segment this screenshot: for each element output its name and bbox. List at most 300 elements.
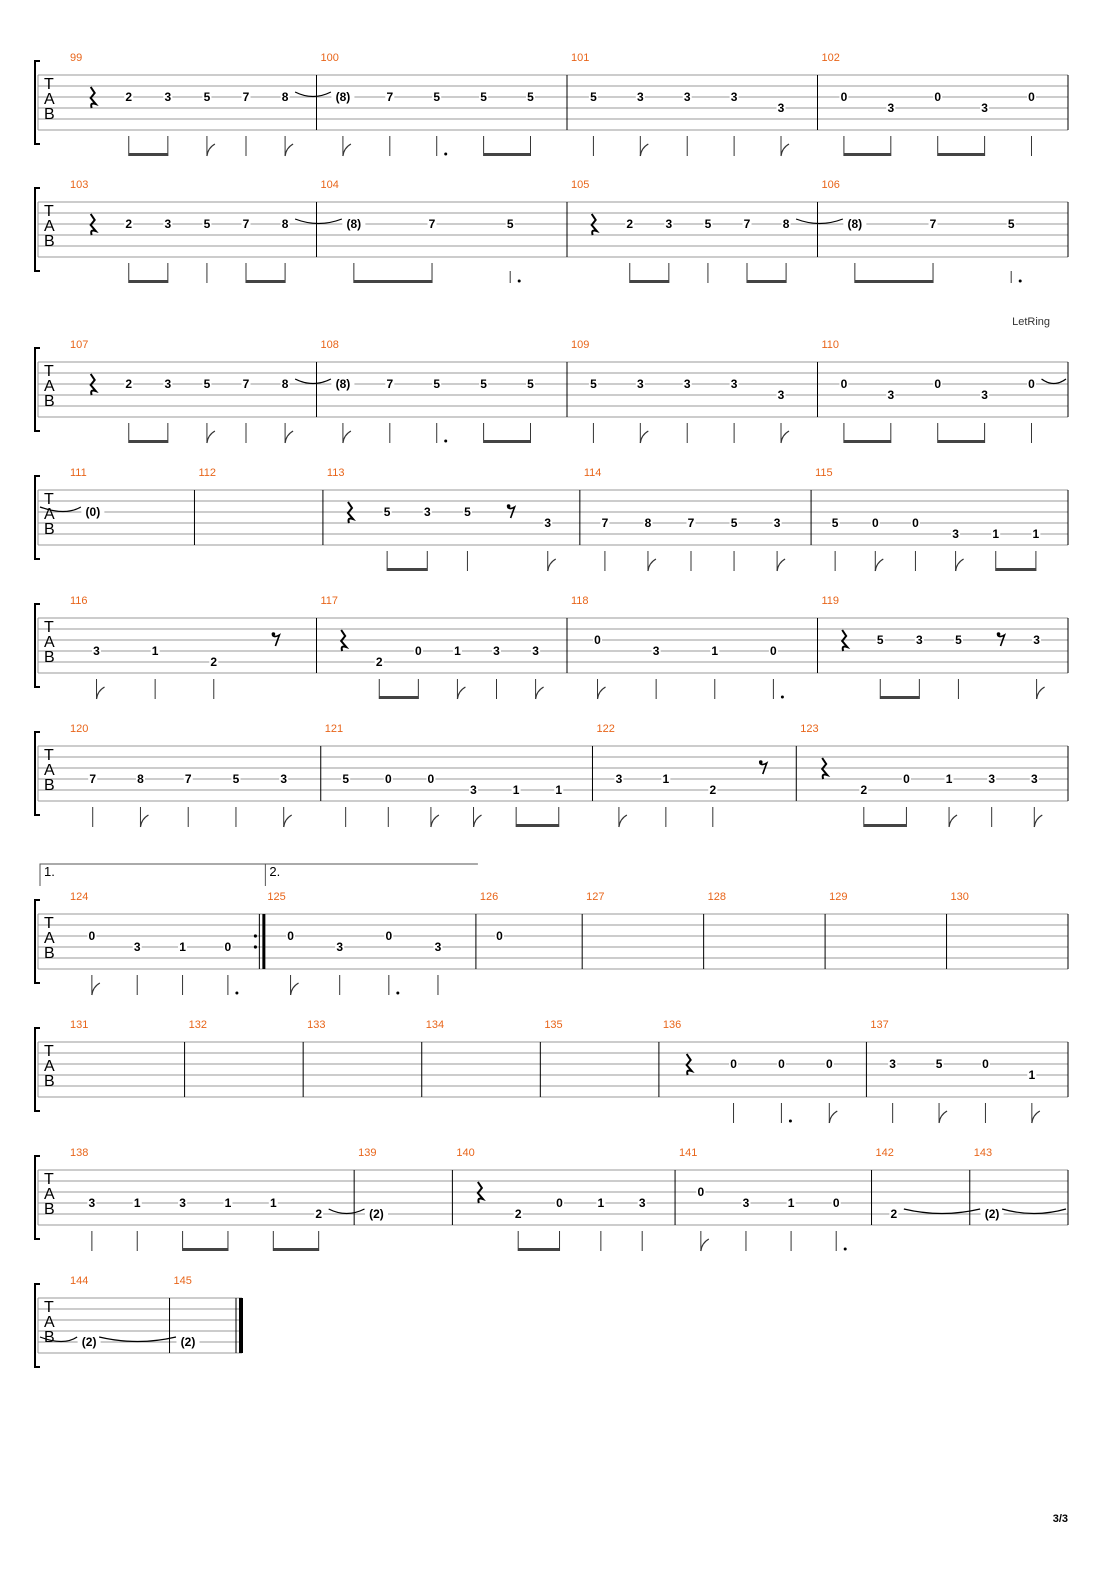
eighth-flag — [97, 687, 105, 699]
measure-number: 107 — [70, 339, 89, 351]
fret-number: 0 — [770, 644, 777, 658]
eighth-flag — [648, 559, 656, 571]
measure — [70, 1019, 185, 1097]
fret-number: 7 — [687, 516, 695, 530]
fret-number: 3 — [93, 644, 100, 658]
fret-number: 2 — [125, 377, 133, 391]
measure-number: 102 — [821, 52, 840, 64]
fret-number: 5 — [506, 217, 514, 231]
fret-number: 3 — [423, 505, 431, 519]
fret-number: 7 — [89, 772, 97, 786]
tie-arc — [295, 92, 331, 97]
fret-number: 3 — [773, 516, 781, 530]
fret-number: 5 — [342, 772, 350, 786]
measure — [321, 179, 568, 283]
tie-arc — [295, 219, 342, 224]
measure-number: 134 — [425, 1019, 445, 1031]
fret-number: 0 — [385, 929, 393, 943]
fret-number: 5 — [831, 516, 839, 530]
beam — [747, 280, 786, 283]
eighth-flag — [1034, 815, 1042, 827]
tab-clef-letter: B — [44, 1073, 55, 1090]
eighth-flag — [598, 687, 606, 699]
fret-number: 0 — [1028, 377, 1035, 391]
measure-number: 127 — [586, 891, 605, 903]
tab-clef-letter: B — [44, 106, 55, 123]
measure-number: 114 — [583, 467, 602, 479]
measure — [586, 891, 703, 969]
fret-number: 7 — [242, 217, 250, 231]
fret-number: 2 — [125, 90, 133, 104]
fret-number: 3 — [887, 101, 895, 115]
fret-number: (2) — [984, 1207, 1000, 1221]
eighth-flag — [431, 815, 439, 827]
repeat-dot — [254, 934, 257, 937]
fret-number: 0 — [903, 772, 910, 786]
measure-number: 136 — [662, 1019, 682, 1031]
beam — [880, 696, 919, 699]
fret-number: 7 — [601, 516, 609, 530]
measure — [70, 179, 317, 283]
beam — [938, 153, 985, 156]
fret-number: 3 — [981, 101, 988, 115]
fret-number: 3 — [652, 644, 660, 658]
fret-number: 0 — [556, 1196, 563, 1210]
measure — [70, 891, 265, 995]
measure-number: 123 — [800, 723, 819, 735]
fret-number: 8 — [281, 217, 289, 231]
fret-number: 2 — [860, 783, 868, 797]
beam — [996, 568, 1036, 571]
tie-arc — [295, 379, 331, 384]
fret-number: 3 — [777, 388, 785, 402]
measure — [70, 1147, 354, 1251]
tab-clef-letter: A — [44, 218, 55, 235]
fret-number: 1 — [787, 1196, 795, 1210]
fret-number: 8 — [137, 772, 144, 786]
beam — [484, 153, 531, 156]
fret-number: 0 — [384, 772, 392, 786]
tie-arc — [904, 1209, 980, 1214]
measure — [426, 1019, 541, 1097]
eighth-rest-dot — [272, 632, 276, 636]
measure-number: 110 — [821, 339, 840, 351]
fret-number: 5 — [433, 90, 441, 104]
beam — [246, 280, 285, 283]
fret-number: 0 — [832, 1196, 840, 1210]
fret-number: 3 — [164, 217, 172, 231]
tab-clef-letter: T — [44, 619, 54, 636]
eighth-flag — [92, 983, 100, 995]
measure — [822, 179, 1069, 283]
measure-number: 126 — [479, 891, 499, 903]
fret-number: 1 — [224, 1196, 232, 1210]
fret-number: 7 — [184, 772, 192, 786]
fret-number: (8) — [847, 217, 863, 231]
beam — [387, 568, 427, 571]
measure — [70, 723, 321, 827]
eighth-rest-dot — [997, 632, 1001, 636]
fret-number: 1 — [945, 772, 953, 786]
measure — [480, 891, 582, 969]
fret-number: 0 — [287, 929, 294, 943]
fret-number: 0 — [934, 90, 942, 104]
fret-number: 1 — [133, 1196, 141, 1210]
tab-clef-letter: A — [44, 762, 55, 779]
measure-number: 109 — [571, 339, 590, 351]
final-barline-thick — [239, 1298, 243, 1353]
measure-number: 118 — [571, 595, 589, 607]
fret-number: 1 — [454, 644, 461, 658]
beam — [484, 440, 531, 443]
measure-number: 120 — [70, 723, 89, 735]
fret-number: 7 — [242, 377, 250, 391]
eighth-flag — [956, 559, 964, 571]
beam — [273, 1248, 318, 1251]
fret-number: 2 — [315, 1207, 323, 1221]
fret-number: (8) — [335, 377, 351, 391]
dot — [1019, 280, 1022, 283]
fret-number: 0 — [224, 940, 232, 954]
measure — [321, 595, 568, 699]
fret-number: 5 — [527, 377, 534, 391]
tab-clef-letter: A — [44, 91, 55, 108]
measure — [663, 1019, 867, 1123]
tab-clef-letter: B — [44, 233, 55, 250]
eighth-flag — [457, 687, 465, 699]
measure-number: 141 — [679, 1147, 698, 1159]
measure-number: 140 — [456, 1147, 475, 1159]
measure-number: 101 — [571, 52, 590, 64]
tab-clef-letter: A — [44, 634, 55, 651]
measure — [951, 891, 1068, 969]
measure — [822, 595, 1069, 699]
tab-system — [35, 179, 1068, 283]
measure — [358, 1147, 452, 1225]
eighth-flag — [207, 144, 215, 156]
measure — [544, 1019, 659, 1097]
fret-number: 1 — [512, 783, 520, 797]
eighth-rest-dot — [759, 760, 763, 764]
fret-number: 0 — [778, 1057, 785, 1071]
eighth-flag — [343, 144, 351, 156]
measure — [70, 52, 317, 156]
measure-number: 137 — [870, 1019, 889, 1031]
measure — [321, 52, 568, 156]
tab-clef-letter: T — [44, 1171, 54, 1188]
fret-number: 3 — [638, 1196, 646, 1210]
measure — [189, 1019, 304, 1097]
measure-number: 100 — [320, 52, 339, 64]
measure — [70, 595, 317, 699]
measure — [596, 723, 796, 827]
measure — [571, 179, 818, 283]
eighth-flag — [548, 559, 556, 571]
fret-number: 3 — [683, 377, 691, 391]
measure — [571, 595, 818, 699]
measure — [708, 891, 825, 969]
fret-number: 3 — [887, 388, 895, 402]
measure — [800, 723, 1068, 827]
fret-number: 2 — [125, 217, 133, 231]
fret-number: 1 — [662, 772, 670, 786]
fret-number: 3 — [179, 1196, 186, 1210]
eighth-flag — [536, 687, 544, 699]
eighth-flag — [701, 1239, 709, 1251]
measure-number: 121 — [324, 723, 344, 735]
tab-clef-letter: B — [44, 393, 55, 410]
measure — [571, 52, 818, 156]
let-ring-annotation: LetRing — [1012, 316, 1050, 328]
fret-number: 2 — [890, 1207, 898, 1221]
measure-number: 142 — [875, 1147, 894, 1159]
measure — [174, 1275, 243, 1353]
fret-number: 3 — [280, 772, 288, 786]
fret-number: 3 — [981, 388, 988, 402]
measure-number: 132 — [188, 1019, 207, 1031]
beam — [630, 280, 669, 283]
measure — [870, 1019, 1068, 1123]
tie-arc — [796, 219, 843, 224]
fret-number: 3 — [988, 772, 996, 786]
beam — [864, 824, 907, 827]
measure — [456, 1147, 675, 1251]
fret-number: 2 — [375, 655, 383, 669]
tab-clef-letter: B — [44, 945, 55, 962]
measure-number: 144 — [70, 1275, 89, 1287]
tab-clef-letter: A — [44, 1058, 55, 1075]
dot — [396, 992, 399, 995]
fret-number: 8 — [281, 90, 289, 104]
fret-number: 3 — [1033, 633, 1040, 647]
fret-number: 1 — [1032, 527, 1040, 541]
fret-number: 3 — [164, 90, 172, 104]
dot — [235, 992, 238, 995]
eighth-rest-dot — [507, 504, 511, 508]
tab-system — [35, 316, 1068, 443]
fret-number: 0 — [697, 1185, 705, 1199]
fret-number: 3 — [434, 940, 442, 954]
fret-number: 3 — [952, 527, 959, 541]
dot — [844, 1248, 847, 1251]
fret-number: 5 — [433, 377, 441, 391]
tab-system — [35, 1147, 1068, 1251]
eighth-flag — [207, 431, 215, 443]
tab-clef-letter: T — [44, 76, 54, 93]
fret-number: (2) — [369, 1207, 384, 1221]
fret-number: (0) — [85, 505, 101, 519]
eighth-flag — [285, 144, 293, 156]
fret-number: 3 — [164, 377, 172, 391]
tab-system — [35, 1019, 1068, 1123]
tab-clef-letter: B — [44, 777, 55, 794]
tab-system — [35, 52, 1068, 156]
measure — [70, 339, 317, 443]
measure — [584, 467, 811, 571]
dot — [518, 280, 521, 283]
measure-number: 145 — [173, 1275, 192, 1287]
fret-number: 5 — [590, 377, 597, 391]
fret-number: 5 — [464, 505, 471, 519]
fret-number: 3 — [730, 90, 738, 104]
tie-arc — [1002, 1209, 1066, 1214]
measure-number: 124 — [70, 891, 89, 903]
dot — [444, 153, 447, 156]
fret-number: 5 — [730, 516, 738, 530]
measure-number: 116 — [70, 595, 88, 607]
measure-number: 125 — [267, 891, 286, 903]
fret-number: 1 — [151, 644, 159, 658]
beam — [354, 280, 432, 283]
tab-clef-letter: T — [44, 363, 54, 380]
measure-number: 131 — [70, 1019, 89, 1031]
tab-system — [35, 723, 1068, 827]
fret-number: 7 — [242, 90, 250, 104]
fret-number: 3 — [532, 644, 539, 658]
fret-number: 8 — [644, 516, 652, 530]
dot — [789, 1120, 792, 1123]
eighth-flag — [1037, 687, 1045, 699]
fret-number: 3 — [742, 1196, 750, 1210]
fret-number: 5 — [876, 633, 884, 647]
fret-number: 2 — [626, 217, 634, 231]
beam — [129, 153, 168, 156]
fret-number: 2 — [210, 655, 218, 669]
eighth-flag — [875, 559, 883, 571]
measure-number: 143 — [973, 1147, 993, 1159]
fret-number: 0 — [1028, 90, 1035, 104]
eighth-flag — [343, 431, 351, 443]
fret-number: 3 — [636, 377, 644, 391]
fret-number: 3 — [1030, 772, 1038, 786]
eighth-flag — [291, 983, 299, 995]
fret-number: 5 — [590, 90, 597, 104]
eighth-flag — [474, 815, 482, 827]
measure — [321, 339, 568, 443]
fret-number: 3 — [665, 217, 673, 231]
volta-label-second: 2. — [269, 864, 281, 879]
fret-number: 0 — [825, 1057, 833, 1071]
fret-number: 5 — [383, 505, 391, 519]
tab-clef-letter: T — [44, 1299, 54, 1316]
fret-number: 0 — [840, 90, 848, 104]
fret-number: 1 — [269, 1196, 277, 1210]
measure-number: 130 — [950, 891, 969, 903]
measure-number: 139 — [358, 1147, 377, 1159]
tab-systems — [35, 52, 1068, 1367]
fret-number: (8) — [335, 90, 351, 104]
tab-system — [35, 595, 1068, 699]
fret-number: 3 — [133, 940, 141, 954]
measure-number: 135 — [544, 1019, 563, 1031]
fret-number: 3 — [889, 1057, 896, 1071]
measure-number: 103 — [70, 179, 89, 191]
tie-arc — [99, 1337, 176, 1342]
beam — [518, 1248, 559, 1251]
measure-number: 133 — [307, 1019, 326, 1031]
tab-clef-letter: B — [44, 649, 55, 666]
fret-number: 0 — [934, 377, 942, 391]
eighth-flag — [781, 144, 789, 156]
measure — [815, 467, 1068, 571]
dot — [444, 440, 447, 443]
fret-number: 5 — [480, 90, 487, 104]
fret-number: 3 — [730, 377, 738, 391]
measure-number: 108 — [320, 339, 339, 351]
fret-number: 5 — [955, 633, 962, 647]
measure — [822, 339, 1069, 443]
tab-clef-letter: T — [44, 1043, 54, 1060]
fret-number: 5 — [1007, 217, 1015, 231]
page-number: 3/3 — [1052, 1513, 1068, 1525]
measure — [267, 891, 476, 995]
measure-number: 106 — [821, 179, 840, 191]
fret-number: 5 — [232, 772, 240, 786]
beam — [844, 440, 891, 443]
fret-number: 3 — [777, 101, 785, 115]
beam — [844, 153, 891, 156]
tab-clef-letter: T — [44, 915, 54, 932]
tie-arc — [1042, 379, 1066, 384]
tab-clef-letter: A — [44, 1314, 55, 1331]
measure-number: 117 — [320, 595, 339, 607]
measure — [829, 891, 946, 969]
fret-number: 3 — [470, 783, 477, 797]
tab-system — [35, 1275, 243, 1367]
beam — [855, 280, 933, 283]
fret-number: (8) — [346, 217, 362, 231]
fret-number: 2 — [709, 783, 717, 797]
fret-number: 5 — [527, 90, 534, 104]
measure — [571, 339, 818, 443]
tab-clef-letter: T — [44, 491, 54, 508]
fret-number: 1 — [992, 527, 1000, 541]
eighth-flag — [1032, 1111, 1040, 1123]
fret-number: 5 — [203, 377, 211, 391]
fret-number: 0 — [982, 1057, 989, 1071]
eighth-flag — [619, 815, 627, 827]
fret-number: 0 — [912, 516, 919, 530]
measure-number: 128 — [707, 891, 726, 903]
eighth-flag — [640, 431, 648, 443]
measure — [325, 723, 593, 827]
measure-number: 105 — [571, 179, 590, 191]
measure-number: 119 — [821, 595, 840, 607]
measure — [822, 52, 1069, 156]
beam — [938, 440, 985, 443]
volta-bracket-first — [40, 864, 265, 886]
fret-number: 1 — [1028, 1068, 1036, 1082]
fret-number: 2 — [514, 1207, 522, 1221]
tab-clef-letter: A — [44, 930, 55, 947]
fret-number: 1 — [555, 783, 563, 797]
volta-label-first: 1. — [44, 864, 55, 879]
fret-number: 0 — [730, 1057, 737, 1071]
measure — [40, 467, 194, 545]
dot — [781, 696, 784, 699]
fret-number: 3 — [493, 644, 500, 658]
beam — [516, 824, 559, 827]
fret-number: 3 — [615, 772, 623, 786]
fret-number: 0 — [871, 516, 879, 530]
eighth-flag — [285, 431, 293, 443]
fret-number: 1 — [597, 1196, 605, 1210]
measure-number: 122 — [596, 723, 615, 735]
eighth-flag — [777, 559, 785, 571]
fret-number: 8 — [281, 377, 289, 391]
measure-number: 115 — [815, 467, 833, 479]
fret-number: 0 — [415, 644, 422, 658]
